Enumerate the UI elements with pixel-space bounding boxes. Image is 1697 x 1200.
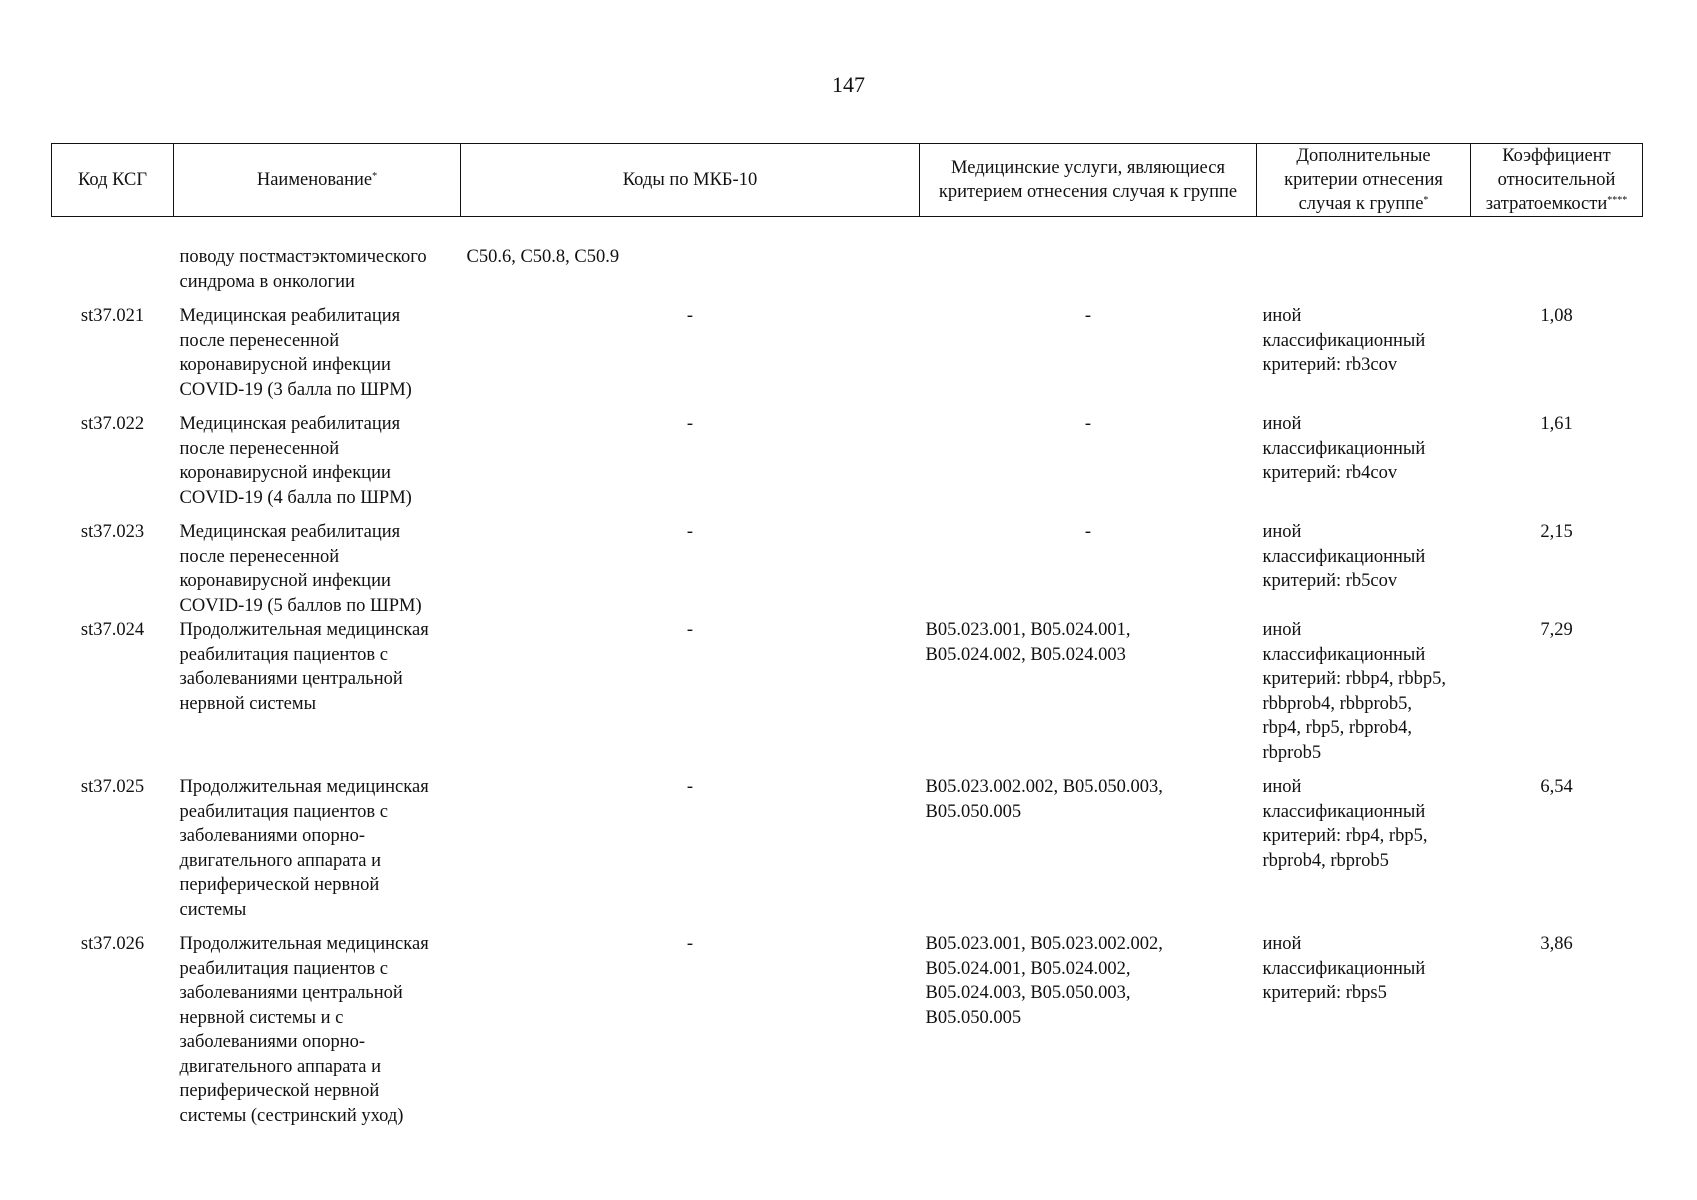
row-criteria: иной классификационный критерий: rbps5 (1262, 934, 1426, 1003)
row-criteria (1257, 245, 1471, 304)
table-header-row (52, 144, 1643, 217)
header-criteria: Дополнительные критерии отнесения случая к группе* (1257, 144, 1471, 217)
table-row (52, 618, 1643, 775)
row-mkb: - (686, 777, 694, 797)
table-row (52, 304, 1643, 412)
row-code: st37.021 (80, 306, 145, 326)
row-name: Продолжительная медицинская реабилитация пациентов с заболеваниями центральной нервной системы и с заболеваниями опорно- двигательного аппарата и периферической нервной системы (сестринский уход) (179, 934, 429, 1126)
table-row (52, 245, 1643, 304)
row-services (920, 245, 1257, 304)
row-mkb: - (686, 620, 694, 640)
row-mkb: - (686, 414, 694, 434)
header-services: Медицинские услуги, являющиеся критерием отнесения случая к группе (920, 144, 1257, 217)
row-criteria: иной классификационный критерий: rb5cov (1262, 522, 1426, 591)
row-coefficient: 7,29 (1540, 620, 1573, 640)
row-mkb: - (686, 934, 694, 954)
row-code: st37.025 (80, 777, 145, 797)
row-coefficient (1471, 245, 1643, 304)
table-row (52, 932, 1643, 1138)
row-services: - (1084, 414, 1092, 434)
row-code: st37.026 (80, 934, 145, 954)
footnote-mark: * (372, 171, 378, 182)
footnote-mark: **** (1607, 195, 1628, 206)
table-row (52, 412, 1643, 520)
row-coefficient: 2,15 (1540, 522, 1573, 542)
row-code: st37.022 (80, 414, 145, 434)
row-coefficient: 6,54 (1540, 777, 1573, 797)
header-code: Код КСГ (52, 144, 174, 217)
header-name: Наименование* (174, 144, 461, 217)
row-services: - (1084, 306, 1092, 326)
header-mkb: Коды по МКБ-10 (461, 144, 920, 217)
row-name: Медицинская реабилитация после перенесенной коронавирусной инфекции COVID-19 (5 баллов по ШРМ) (179, 522, 422, 616)
row-name: Медицинская реабилитация после перенесенной коронавирусной инфекции COVID-19 (3 балла по ШРМ) (179, 306, 412, 400)
footnote-mark: * (1423, 195, 1429, 206)
row-criteria: иной классификационный критерий: rbbp4, rbbp5, rbbprob4, rbbprob5, rbp4, rbp5, rbprob4, rbprob5 (1262, 620, 1446, 763)
row-code: st37.024 (80, 620, 145, 640)
ksg-table (51, 143, 1643, 1138)
row-code (52, 245, 174, 304)
row-criteria: иной классификационный критерий: rbp4, rbp5, rbprob4, rbprob5 (1262, 777, 1428, 871)
header-coefficient: Коэффициент относительной затратоемкости**** (1471, 144, 1643, 217)
row-coefficient: 1,61 (1540, 414, 1573, 434)
row-name: Продолжительная медицинская реабилитация пациентов с заболеваниями опорно- двигательного аппарата и периферической нервной системы (179, 777, 429, 920)
row-coefficient: 3,86 (1540, 934, 1573, 954)
row-coefficient: 1,08 (1540, 306, 1573, 326)
row-criteria: иной классификационный критерий: rb3cov (1262, 306, 1426, 375)
row-code: st37.023 (80, 522, 145, 542)
row-mkb: C50.6, C50.8, C50.9 (466, 247, 620, 267)
row-services: B05.023.001, B05.023.002.002, B05.024.001, B05.024.002, B05.024.003, B05.050.003, B05.050.005 (925, 934, 1163, 1028)
row-mkb: - (686, 306, 694, 326)
table-row (52, 520, 1643, 618)
row-services: - (1084, 522, 1092, 542)
row-name: Медицинская реабилитация после перенесенной коронавирусной инфекции COVID-19 (4 балла по ШРМ) (179, 414, 412, 508)
row-criteria: иной классификационный критерий: rb4cov (1262, 414, 1426, 483)
table-row (52, 775, 1643, 932)
row-name: Продолжительная медицинская реабилитация пациентов с заболеваниями центральной нервной системы (179, 620, 429, 714)
page-number: 147 (832, 72, 865, 97)
row-name: поводу постмастэктомического синдрома в онкологии (179, 247, 427, 292)
row-services: B05.023.002.002, B05.050.003, B05.050.005 (925, 777, 1163, 822)
row-services: B05.023.001, B05.024.001, B05.024.002, B05.024.003 (925, 620, 1131, 665)
row-mkb: - (686, 522, 694, 542)
